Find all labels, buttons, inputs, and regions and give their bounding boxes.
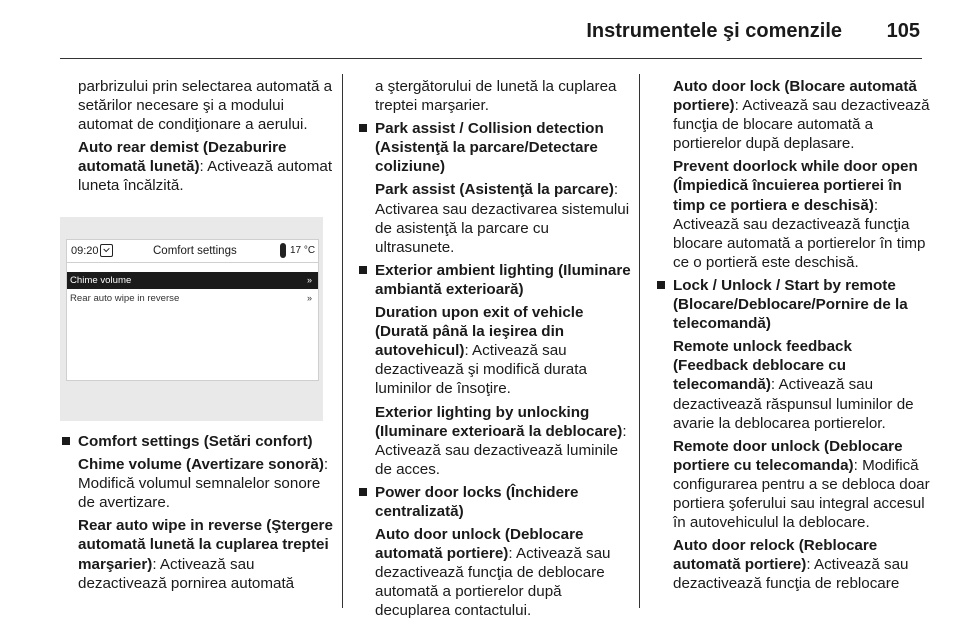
- bullet-square-icon: [359, 124, 367, 132]
- page-header: [0, 0, 960, 62]
- bullet-square-icon: [359, 488, 367, 496]
- menu-item-label: Rear auto wipe in reverse: [70, 293, 180, 304]
- description: : Activează sau dezactivează pornirea automată: [78, 555, 295, 592]
- term: Exterior lighting by unlocking (Iluminare exterioară la deblocare): [375, 403, 623, 440]
- bullet-square-icon: [657, 281, 665, 289]
- column-2: [357, 77, 632, 625]
- description: : Activarea sau dezactivarea sistemului de asistenţă la parcare cu ultrasunete.: [375, 181, 630, 256]
- description: : Modifică volumul semnalelor sonore de avertizare.: [78, 456, 329, 512]
- term: Auto door lock (Blocare automată portiere): [673, 78, 917, 115]
- term: Remote unlock feedback (Feedback deblocare cu telecomandă): [673, 338, 852, 394]
- column-divider: [342, 74, 343, 608]
- term: Auto door relock (Reblocare automată portiere): [673, 537, 878, 574]
- description: : Activează sau dezactivează răspunsul luminilor de avarie la deblocarea portierelor.: [673, 376, 914, 432]
- section-heading: Park assist / Collision detection (Asistenţă la parcare/Detectare coliziune): [375, 120, 604, 176]
- section-heading: Comfort settings (Setări confort): [78, 433, 313, 450]
- term: Park assist (Asistenţă la parcare): [375, 181, 614, 199]
- bullet-item: [60, 432, 335, 451]
- bullet-item: [357, 483, 632, 521]
- display-screenshot: [60, 217, 323, 421]
- column-1: [60, 77, 335, 200]
- paragraph: [655, 337, 931, 432]
- bullet-item: [357, 119, 632, 176]
- paragraph: [60, 138, 335, 195]
- screen-menu-item: [67, 290, 318, 307]
- paragraph: [357, 303, 632, 398]
- page-number: 105: [886, 20, 920, 42]
- paragraph: [655, 77, 931, 153]
- description: : Activează sau dezactivează funcţia de blocare automată a portierelor după deplasare.: [673, 97, 930, 153]
- description: : Activează sau dezactivează şi modifică durata luminilor de însoţire.: [375, 342, 587, 398]
- section-heading: Exterior ambient lighting (Iluminare ambiantă exterioară): [375, 261, 631, 298]
- description: : Activează sau dezactivează luminile de acces.: [375, 422, 627, 478]
- term: Chime volume (Avertizare sonoră): [78, 456, 324, 474]
- screen-time: 09:20: [71, 245, 99, 257]
- bullet-square-icon: [359, 266, 367, 274]
- term: Remote door unlock (Deblocare portiere cu telecomanda): [673, 437, 903, 474]
- paragraph: [60, 516, 335, 592]
- bullet-square-icon: [62, 437, 70, 445]
- section-heading: Lock / Unlock / Start by remote (Blocare/Deblocare/Pornire de la telecomandă): [673, 276, 908, 333]
- section-heading: Power door locks (Închidere centralizată): [375, 483, 579, 520]
- paragraph: [357, 180, 632, 256]
- description: : Activează sau dezactivează funcţia de deblocare automată a portierelor după decuplarea contactului.: [375, 545, 611, 620]
- paragraph: [655, 437, 931, 532]
- screen-menu-item: [67, 272, 318, 289]
- description: : Activează sau dezactivează funcţia blocare automată a portierelor în timp ce o portieră este deschisă.: [673, 196, 926, 271]
- column-divider: [639, 74, 640, 608]
- paragraph: parbrizului prin selectarea automată a setărilor necesare şi a modului automat de condiţionare a aerului.: [78, 78, 333, 134]
- column-1-lower: [60, 432, 335, 597]
- paragraph: [655, 157, 931, 272]
- page-title: Instrumentele şi comenzile: [586, 20, 842, 42]
- paragraph: [357, 403, 632, 479]
- paragraph: [655, 536, 931, 593]
- menu-item-label: Chime volume: [70, 275, 132, 286]
- term: Rear auto wipe in reverse (Ştergere automată lunetă la cuplarea treptei marşarier): [78, 517, 333, 573]
- term: Duration upon exit of vehicle (Durată până la ieşirea din autovehicul): [375, 304, 584, 360]
- paragraph: [60, 455, 335, 512]
- term: Prevent doorlock while door open (Împiedică încuierea portierei în timp ce portiera e deschisă): [673, 158, 918, 214]
- comfort-settings-screen: [66, 239, 319, 381]
- paragraph: a ştergătorului de lunetă la cuplarea treptei marşarier.: [375, 78, 617, 115]
- chevron-right-icon: »: [306, 275, 312, 285]
- paragraph: [357, 525, 632, 620]
- thermometer-icon: [280, 243, 286, 258]
- description: : Activează sau dezactivează funcţia de reblocare: [673, 556, 909, 593]
- screen-temperature: 17 °C: [290, 245, 316, 256]
- bullet-item: [357, 261, 632, 299]
- column-3: [655, 77, 931, 597]
- clock-icon: [100, 244, 113, 257]
- description: : Modifică configurarea pentru a se debloca doar portiera şoferului sau integral accesul în autovehiculul la deblocare.: [673, 456, 930, 532]
- chevron-right-icon: »: [306, 293, 312, 303]
- term: Auto door unlock (Deblocare automată portiere): [375, 526, 584, 563]
- term: Auto rear demist (Dezaburire automată lunetă): [78, 139, 287, 176]
- bullet-item: [655, 276, 931, 333]
- header-divider: [60, 58, 922, 59]
- description: : Activează automat luneta încălzită.: [78, 158, 333, 195]
- screen-title: Comfort settings: [153, 245, 237, 257]
- screen-status-bar: [67, 240, 318, 263]
